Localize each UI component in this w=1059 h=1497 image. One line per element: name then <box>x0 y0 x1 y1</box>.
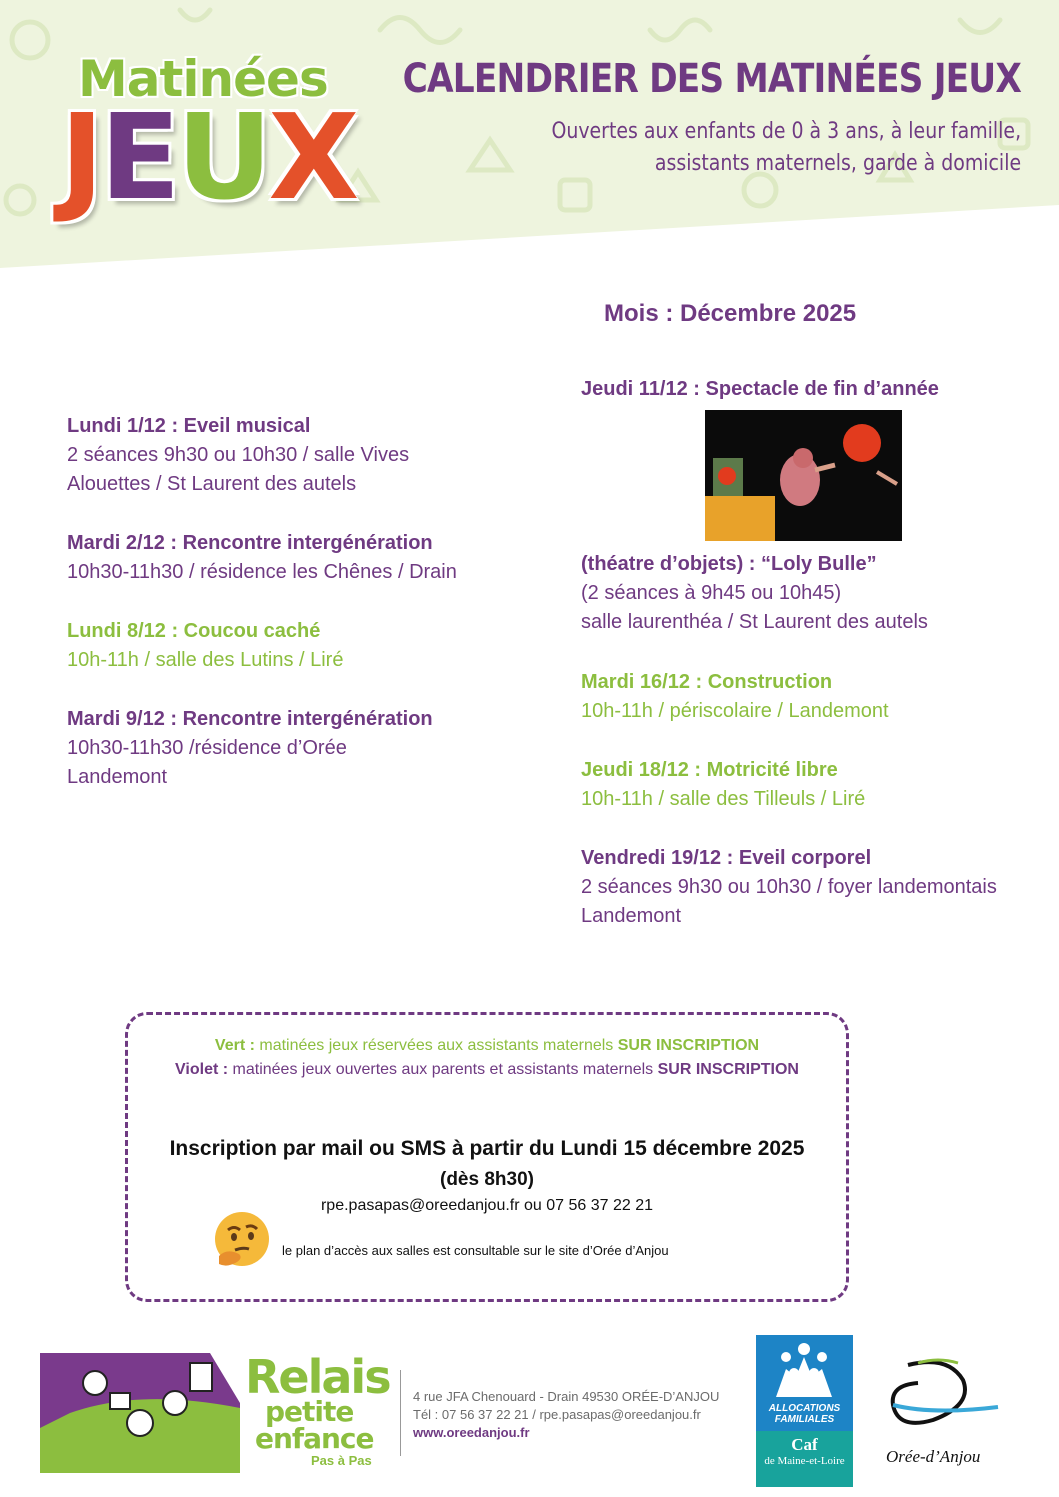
event-title: Lundi 8/12 : Coucou caché <box>67 620 321 642</box>
event-item <box>67 705 433 792</box>
logo-jeux-text: JEUX <box>60 88 356 226</box>
inscription-heading: Inscription par mail ou SMS à partir du Lundi 15 décembre 2025 <box>169 1137 805 1160</box>
event-item <box>67 529 457 587</box>
page-subtitle: Ouvertes aux enfants de 0 à 3 ans, à leur famille, assistants maternels, garde à domicile <box>551 119 1021 176</box>
caf-logo: ALLOCATIONS FAMILIALES Caf de Maine-et-Loire <box>756 1335 853 1487</box>
event-detail: 10h30-11h30 / résidence les Chênes / Drain <box>67 561 457 583</box>
event-item <box>581 756 865 814</box>
legend-green: Vert : matinées jeux réservées aux assistants maternels SUR INSCRIPTION <box>214 1037 760 1054</box>
info-box <box>125 1012 849 1302</box>
event-detail: Alouettes / St Laurent des autels <box>67 473 357 495</box>
event-detail: 10h30-11h30 /résidence d’Orée <box>67 737 347 759</box>
event-title: (théatre d’objets) : “Loly Bulle” <box>581 553 877 575</box>
thinking-face-icon <box>213 1210 271 1268</box>
oree-emblem-icon <box>878 1355 1008 1450</box>
event-item <box>581 550 928 637</box>
event-item <box>581 844 997 931</box>
contact-info: rpe.pasapas@oreedanjou.fr ou 07 56 37 22 21 <box>320 1197 654 1214</box>
inscription-time: (dès 8h30) <box>440 1169 534 1190</box>
footer-address: 4 rue JFA Chenouard - Drain 49530 ORÉE-D’ANJOU Tél : 07 56 37 22 21 / rpe.pasapas@oreedanjou.fr www.oreedanjou.fr <box>413 1389 720 1440</box>
page-title: CALENDRIER DES MATINÉES JEUX <box>402 56 1021 102</box>
children-illustration <box>40 1343 240 1473</box>
event-detail: 2 séances 9h30 ou 10h30 / foyer landemontais <box>581 876 997 898</box>
event-detail: 10h-11h / salle des Lutins / Liré <box>67 649 344 671</box>
event-detail: salle laurenthéa / St Laurent des autels <box>581 611 928 633</box>
show-photo <box>705 410 902 541</box>
event-item <box>67 617 343 675</box>
event-detail: 10h-11h / périscolaire / Landemont <box>581 700 889 722</box>
event-title: Lundi 1/12 : Eveil musical <box>67 415 311 437</box>
event-detail: 10h-11h / salle des Tilleuls / Liré <box>581 788 866 810</box>
relais-petite-enfance-logo: Relais petite enfance Pas à Pas <box>245 1350 390 1468</box>
oree-anjou-logo: Orée-d’Anjou <box>878 1355 1008 1475</box>
family-icon <box>756 1337 853 1403</box>
footer-divider <box>400 1370 401 1456</box>
matinees-jeux-logo <box>60 40 356 250</box>
plan-note: le plan d’accès aux salles est consultable sur le site d’Orée d’Anjou <box>282 1243 669 1258</box>
event-detail: 2 séances 9h30 ou 10h30 / salle Vives <box>67 444 410 466</box>
legend-violet: Violet : matinées jeux ouvertes aux parents et assistants maternels SUR INSCRIPTION <box>175 1061 799 1078</box>
event-title: Jeudi 18/12 : Motricité libre <box>581 759 838 781</box>
logo-matinees-text: Matinées <box>78 50 328 108</box>
event-detail: Landemont <box>67 766 168 788</box>
event-item <box>581 668 889 726</box>
event-title: Mardi 16/12 : Construction <box>581 671 833 693</box>
website-link[interactable]: www.oreedanjou.fr <box>413 1425 530 1440</box>
event-item <box>581 375 939 404</box>
event-detail: (2 séances à 9h45 ou 10h45) <box>581 582 842 604</box>
event-item <box>67 412 409 499</box>
event-title: Mardi 2/12 : Rencontre intergénération <box>67 532 433 554</box>
event-title: Vendredi 19/12 : Eveil corporel <box>581 847 872 869</box>
event-detail: Landemont <box>581 905 682 927</box>
event-title: Mardi 9/12 : Rencontre intergénération <box>67 708 433 730</box>
event-title: Jeudi 11/12 : Spectacle de fin d’année <box>581 378 939 400</box>
month-heading: Mois : Décembre 2025 <box>604 300 857 327</box>
